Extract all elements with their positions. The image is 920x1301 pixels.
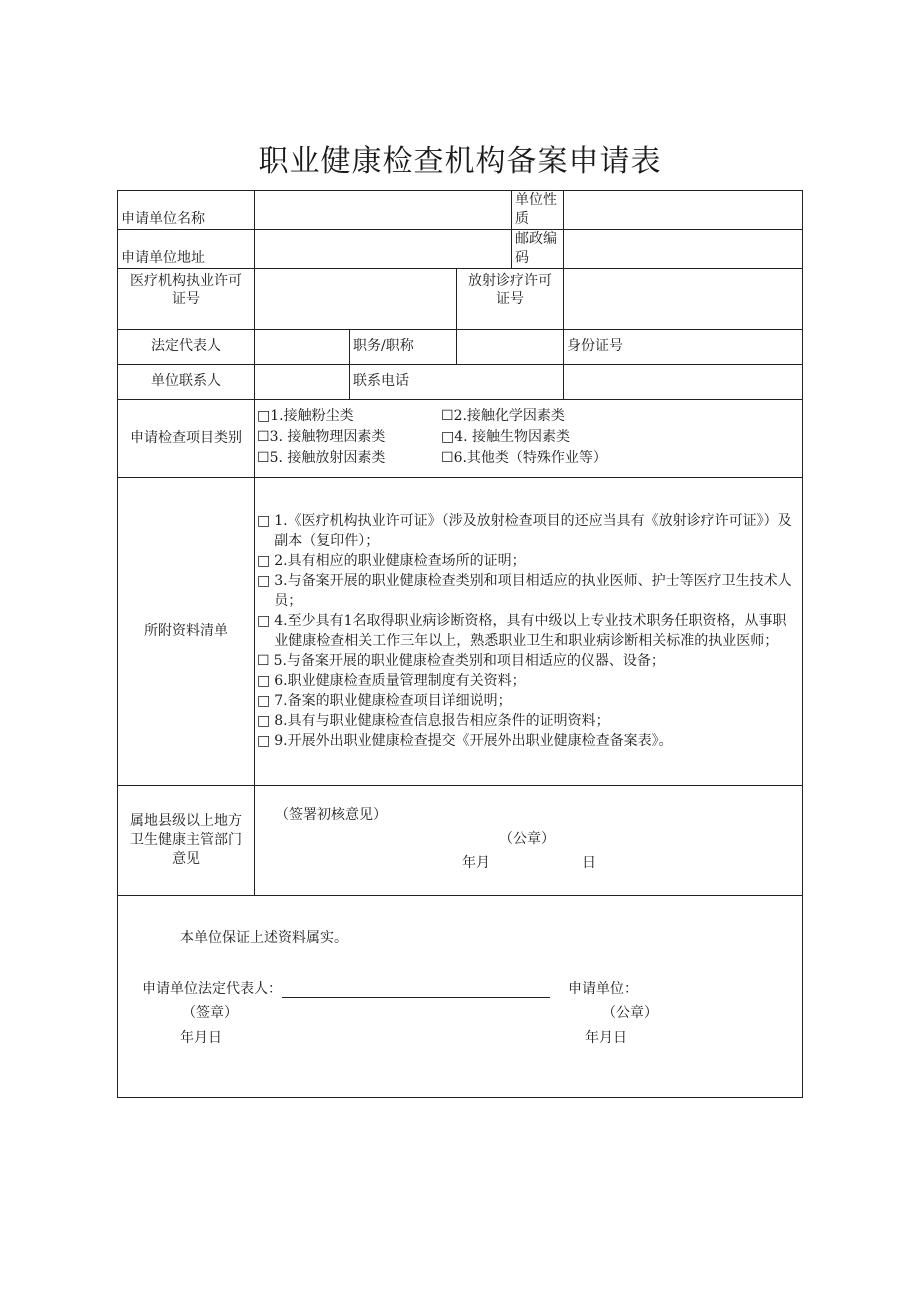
attachments-list <box>255 505 802 757</box>
medical-license-field[interactable] <box>255 268 457 329</box>
opinion-label-line2: 卫生健康主管部门 <box>130 831 242 848</box>
checkbox-icon[interactable]: □ <box>257 407 271 424</box>
unit-address-field[interactable] <box>255 229 512 268</box>
attachment-item[interactable] <box>257 511 796 551</box>
attachment-item[interactable] <box>257 651 796 671</box>
contact-person-field[interactable] <box>255 364 350 399</box>
opinion-seal-text: （公章） <box>499 830 555 847</box>
attachment-label: 5.与备案开展的职业健康检查类别和项目相适应的仪器、设备； <box>273 653 665 670</box>
legal-rep-label: 法定代表人 <box>118 329 255 364</box>
checkbox-icon[interactable]: ☐ <box>441 407 454 424</box>
attachment-label: 8.具有与职业健康检查信息报告相应条件的证明资料； <box>274 713 610 730</box>
category-item[interactable] <box>257 449 441 468</box>
attachment-label: 6.职业健康检查质量管理制度有关资料； <box>274 673 526 690</box>
row-declaration <box>118 895 803 1097</box>
category-item[interactable] <box>441 449 621 468</box>
postcode-label: 邮政编码 <box>512 229 564 268</box>
date-left: 年月日 <box>180 1029 222 1046</box>
medical-license-label <box>118 268 255 329</box>
attachment-label: 4.至少具有1名取得职业病诊断资格，具有中级以上专业技术职务任职资格，从事职业健康检查相关工作三年以上，熟悉职业卫生和职业病诊断相关标准的执业医师； <box>274 613 787 650</box>
row-opinion <box>118 785 803 895</box>
position-label: 职务/职称 <box>350 329 457 364</box>
medical-license-label-line2: 证号 <box>172 291 200 308</box>
application-form-table <box>117 190 803 1098</box>
check-categories-label: 申请检查项目类别 <box>118 399 255 477</box>
category-label: 6.其他类（特殊作业等） <box>453 449 607 466</box>
official-seal-text: （公章） <box>602 1004 658 1021</box>
checkbox-icon[interactable]: ☐ <box>257 449 270 466</box>
sign-seal-text: （签章） <box>182 1004 238 1021</box>
row-attachments <box>118 477 803 785</box>
category-label: 2.接触化学因素类 <box>453 407 565 424</box>
attachment-item[interactable] <box>257 571 796 611</box>
declaration-statement: 本单位保证上述资料属实。 <box>180 929 348 946</box>
postcode-field[interactable] <box>564 229 803 268</box>
unit-name-field[interactable] <box>255 191 512 230</box>
opinion-day: 日 <box>582 854 596 871</box>
opinion-year-month: 年月 <box>462 854 490 871</box>
medical-license-label-line1: 医疗机构执业许可 <box>130 272 242 289</box>
radiology-license-field[interactable] <box>564 268 803 329</box>
row-unit-address <box>118 229 803 268</box>
id-number-label: 身份证号 <box>567 338 624 355</box>
row-contact <box>118 364 803 399</box>
attachment-label: 1.《医疗机构执业许可证》（涉及放射检查项目的还应当具有《放射诊疗许可证》）及副本（复印件）； <box>274 513 792 550</box>
row-unit-name <box>118 191 803 230</box>
attachment-label: 3.与备案开展的职业健康检查类别和项目相适应的执业医师、护士等医疗卫生技术人员； <box>274 573 792 610</box>
checkbox-icon[interactable]: □ <box>441 428 455 445</box>
legal-rep-signature-line[interactable] <box>282 983 550 998</box>
check-categories-cell <box>255 399 803 477</box>
checkbox-icon[interactable]: ☐ <box>257 653 270 670</box>
position-field[interactable] <box>457 329 564 364</box>
category-item[interactable] <box>257 407 441 426</box>
category-label: 5. 接触放射因素类 <box>269 449 386 466</box>
checkbox-icon[interactable]: ☐ <box>257 428 270 445</box>
checkbox-icon[interactable]: ☐ <box>441 449 454 466</box>
opinion-label-line1: 属地县级以上地方 <box>130 812 242 829</box>
legal-rep-signature <box>142 980 550 999</box>
category-item[interactable] <box>257 428 441 447</box>
radiology-license-label <box>457 268 564 329</box>
checkbox-icon[interactable]: □ <box>257 613 271 630</box>
attachment-item[interactable] <box>257 731 796 751</box>
date-right: 年月日 <box>585 1029 627 1046</box>
checkbox-icon[interactable]: □ <box>257 573 271 590</box>
attachment-label: 9.开展外出职业健康检查提交《开展外出职业健康检查备案表》。 <box>274 733 673 750</box>
page-title: 职业健康检查机构备案申请表 <box>258 144 662 179</box>
checkbox-icon[interactable]: □ <box>257 693 271 710</box>
row-legal-rep <box>118 329 803 364</box>
unit-name-label: 申请单位名称 <box>118 191 255 230</box>
legal-rep-signature-label: 申请单位法定代表人： <box>142 980 282 997</box>
checkbox-icon[interactable]: □ <box>257 553 271 570</box>
unit-nature-field[interactable] <box>564 191 803 230</box>
contact-phone-field[interactable] <box>564 364 803 399</box>
radiology-license-label-line2: 证号 <box>496 291 524 308</box>
applicant-unit-label: 申请单位： <box>568 980 638 997</box>
legal-rep-field[interactable] <box>255 329 350 364</box>
row-licenses <box>118 268 803 329</box>
checkbox-icon[interactable]: □ <box>257 713 271 730</box>
id-number-cell[interactable] <box>564 329 803 364</box>
opinion-field[interactable] <box>255 785 803 895</box>
opinion-label <box>118 785 255 895</box>
opinion-sign-text: （签署初核意见） <box>275 806 387 823</box>
row-categories <box>118 399 803 477</box>
attachments-cell <box>255 477 803 785</box>
check-categories-grid <box>255 405 802 472</box>
category-item[interactable] <box>441 428 621 447</box>
contact-phone-label: 联系电话 <box>353 373 409 390</box>
radiology-license-label-line1: 放射诊疗许可 <box>468 272 552 289</box>
contact-person-label: 单位联系人 <box>118 364 255 399</box>
attachment-item[interactable] <box>257 671 796 691</box>
attachments-label: 所附资料清单 <box>118 477 255 785</box>
unit-nature-label: 单位性质 <box>512 191 564 230</box>
checkbox-icon[interactable]: □ <box>257 673 271 690</box>
category-item[interactable] <box>441 407 621 426</box>
unit-address-label: 申请单位地址 <box>118 229 255 268</box>
attachment-item[interactable] <box>257 711 796 731</box>
category-label: 4. 接触生物因素类 <box>454 428 571 445</box>
declaration-cell <box>118 895 803 1097</box>
opinion-label-line3: 意见 <box>172 850 200 867</box>
category-label: 1.接触粉尘类 <box>270 407 354 424</box>
attachment-item[interactable] <box>257 551 796 571</box>
attachment-label: 7.备案的职业健康检查项目详细说明； <box>274 693 512 710</box>
attachment-item[interactable] <box>257 611 796 651</box>
checkbox-icon[interactable]: □ <box>257 513 271 530</box>
attachment-label: 2.具有相应的职业健康检查场所的证明； <box>274 553 526 570</box>
contact-phone-cell[interactable] <box>350 364 564 399</box>
checkbox-icon[interactable]: □ <box>257 733 271 750</box>
category-label: 3. 接触物理因素类 <box>269 428 386 445</box>
attachment-item[interactable] <box>257 691 796 711</box>
